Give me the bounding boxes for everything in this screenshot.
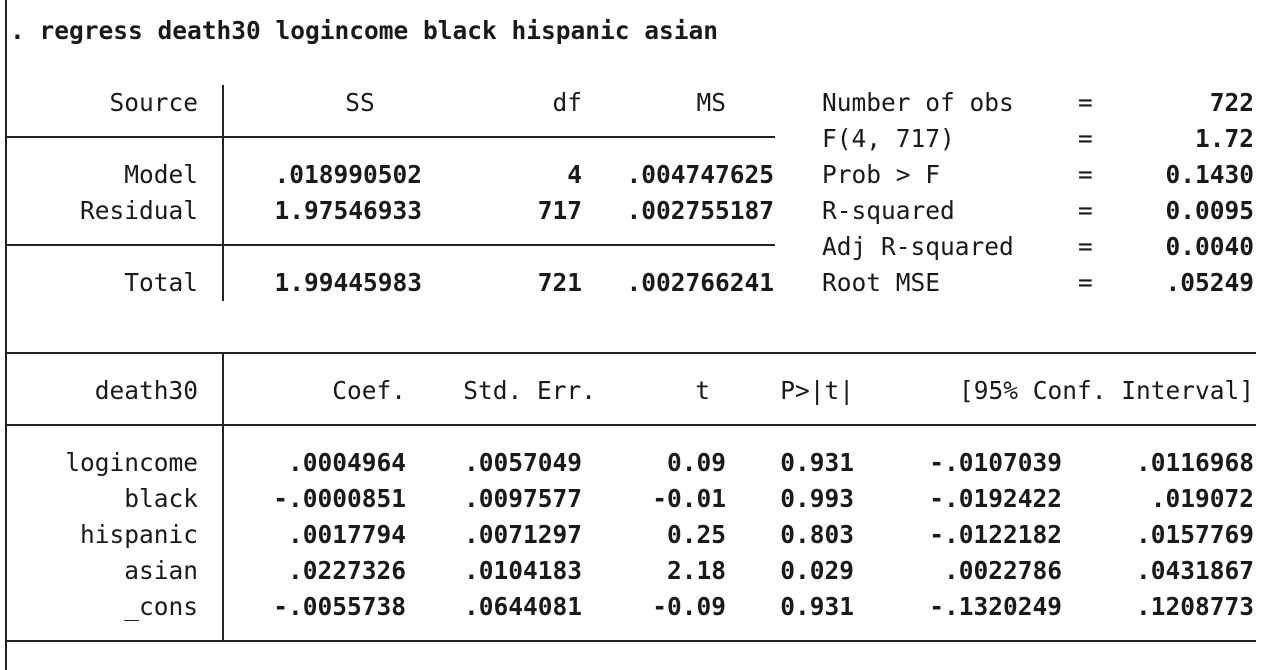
- anova-ms: .004747625: [626, 160, 774, 189]
- coef-p: 0.931: [780, 448, 854, 477]
- coef-p: 0.803: [780, 520, 854, 549]
- anova-total-ms: .002766241: [626, 268, 774, 297]
- coef-ci-low: -.1320249: [929, 592, 1062, 621]
- coef-ci-high: .019072: [1150, 484, 1254, 513]
- anova-total-rule: [5, 244, 775, 246]
- coef-t: -0.09: [652, 592, 726, 621]
- stat-value: 722: [1209, 88, 1254, 117]
- stat-label: Root MSE: [822, 268, 941, 297]
- stat-value: 0.1430: [1165, 160, 1254, 189]
- coef-header-ci: [95% Conf. Interval]: [958, 376, 1254, 405]
- anova-ss: .018990502: [274, 160, 422, 189]
- coef-ci-high: .0116968: [1135, 448, 1254, 477]
- coef-var: logincome: [65, 448, 198, 477]
- stat-label: R-squared: [822, 196, 955, 225]
- coef-ci-low: -.0107039: [929, 448, 1062, 477]
- stat-equals: =: [1078, 268, 1093, 297]
- coef-header-coef: Coef.: [332, 376, 406, 405]
- coef-se: .0644081: [463, 592, 582, 621]
- coef-value: .0227326: [287, 556, 406, 585]
- coef-top-rule: [5, 352, 1256, 354]
- stat-value: .05249: [1165, 268, 1254, 297]
- window-left-border: [5, 0, 7, 670]
- coef-ci-high: .1208773: [1135, 592, 1254, 621]
- coef-var: asian: [124, 556, 198, 585]
- coef-ci-low: -.0192422: [929, 484, 1062, 513]
- coef-ci-low: .0022786: [943, 556, 1062, 585]
- coef-header-rule: [5, 424, 1256, 426]
- stat-equals: =: [1078, 196, 1093, 225]
- coef-header-p: P>|t|: [780, 376, 854, 405]
- coef-value: -.0055738: [273, 592, 406, 621]
- coef-t: 0.09: [666, 448, 726, 477]
- anova-vertical-rule: [222, 85, 224, 301]
- anova-source: Model: [124, 160, 198, 189]
- anova-total-df: 721: [537, 268, 582, 297]
- stat-equals: =: [1078, 232, 1093, 261]
- anova-header-ss: SS: [345, 88, 375, 117]
- coef-ci-high: .0431867: [1135, 556, 1254, 585]
- coef-p: 0.993: [780, 484, 854, 513]
- stat-equals: =: [1078, 160, 1093, 189]
- anova-header-ms: MS: [696, 88, 726, 117]
- coef-bottom-rule: [5, 640, 1256, 642]
- coef-header-t: t: [695, 376, 710, 405]
- coef-value: .0004964: [287, 448, 406, 477]
- coef-header-se: Std. Err.: [463, 376, 596, 405]
- coef-p: 0.029: [780, 556, 854, 585]
- coef-t: 0.25: [666, 520, 726, 549]
- anova-ms: .002755187: [626, 196, 774, 225]
- stat-label: Prob > F: [822, 160, 941, 189]
- anova-header-rule: [5, 136, 775, 138]
- coef-vertical-rule: [222, 353, 224, 641]
- coef-t: 2.18: [666, 556, 726, 585]
- coef-var: hispanic: [79, 520, 198, 549]
- stat-value: 0.0040: [1165, 232, 1254, 261]
- coef-se: .0097577: [463, 484, 582, 513]
- coef-ci-high: .0157769: [1135, 520, 1254, 549]
- coef-p: 0.931: [780, 592, 854, 621]
- command-line: . regress death30 logincome black hispanic asian: [10, 16, 719, 45]
- stat-label: Adj R-squared: [822, 232, 1014, 261]
- anova-total-ss: 1.99445983: [274, 268, 422, 297]
- coef-value: -.0000851: [273, 484, 406, 513]
- coef-se: .0104183: [463, 556, 582, 585]
- coef-var: black: [124, 484, 198, 513]
- anova-ss: 1.97546933: [274, 196, 422, 225]
- coef-ci-low: -.0122182: [929, 520, 1062, 549]
- anova-df: 4: [567, 160, 582, 189]
- stat-label: Number of obs: [822, 88, 1014, 117]
- coef-t: -0.01: [652, 484, 726, 513]
- anova-df: 717: [537, 196, 582, 225]
- coef-var: _cons: [124, 592, 198, 621]
- stat-equals: =: [1078, 124, 1093, 153]
- stat-label: F(4, 717): [822, 124, 955, 153]
- coef-value: .0017794: [287, 520, 406, 549]
- stat-equals: =: [1078, 88, 1093, 117]
- anova-source: Residual: [79, 196, 198, 225]
- anova-header-source: Source: [109, 88, 198, 117]
- anova-total-source: Total: [124, 268, 198, 297]
- coef-header-var: death30: [94, 376, 198, 405]
- stat-value: 1.72: [1194, 124, 1254, 153]
- anova-header-df: df: [552, 88, 582, 117]
- coef-se: .0057049: [463, 448, 582, 477]
- coef-se: .0071297: [463, 520, 582, 549]
- stat-value: 0.0095: [1165, 196, 1254, 225]
